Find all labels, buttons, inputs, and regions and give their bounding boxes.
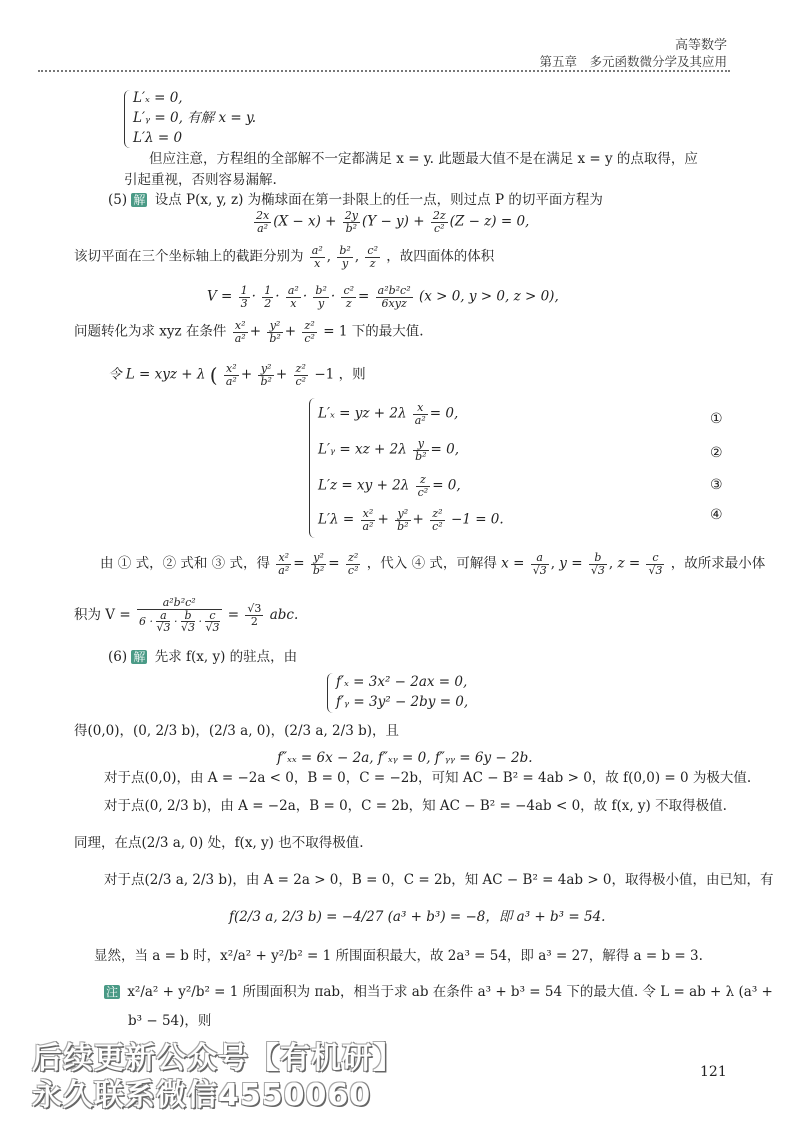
lagrange-text: 令 L = xyz + λ xyxy=(108,366,206,383)
part5-intro: 设点 P(x, y, z) 为椭球面在第一卦限上的任一点，则过点 P 的切平面方程为 xyxy=(154,192,603,208)
problem-tail: = 1 下的最大值. xyxy=(323,323,424,340)
lagrange-tail: −1 ，则 xyxy=(314,366,366,383)
case-point-2: 对于点(0, 2/3 b)，由 A = −2a，B = 0，C = 2b，知 AC − B² = −4ab < 0，故 f(x, y) 不取得极值. xyxy=(104,798,727,814)
header-divider xyxy=(38,70,730,72)
chapter-title: 第五章 多元函数微分学及其应用 xyxy=(539,54,727,69)
volume-formula: V = $\frac{1}{3}$ · $\frac{1}{2}$ · $\frac{\text{a²}}{x}$ · $\frac{\text{b²}}{y}$ · $\frac{\text{c²}}{z}$ = $\frac{\text{a²b²c²}}{\text{6xyz}}$ (x > 0, y > 0, z > 0), xyxy=(207,284,559,310)
top-note-line1: 但应注意，方程组的全部解不一定都满足 x = y. 此题最大值不是在满足 x = y 的点取得，应 xyxy=(149,151,698,167)
problem-text: 问题转化为求 xyz 在条件 xyxy=(74,323,227,340)
part5-solution-tag: 解 xyxy=(133,193,146,207)
equation-mark-3: ③ xyxy=(710,477,723,493)
lagrange-eq1: L′ₓ = yz + 2λ $\frac{x}{\text{a²}}$ = 0, xyxy=(318,401,459,427)
problem-line: 问题转化为求 xyz 在条件 $\frac{\text{x²}}{\text{a²}}$ + $\frac{\text{y²}}{\text{b²}}$ + $\frac{\text{z²}}{\text{c²}}$ = 1 下的最大值. xyxy=(74,319,424,345)
max-area-conclusion: 显然，当 a = b 时，x²/a² + y²/b² = 1 所围面积最大，故 2a³ = 54，即 a³ = 27，解得 a = b = 3. xyxy=(94,948,703,964)
equation-mark-1: ① xyxy=(710,411,723,427)
lagrange-eq2: L′ᵧ = xz + 2λ $\frac{y}{\text{b²}}$ = 0, xyxy=(318,437,460,463)
lagrange-system-brace xyxy=(309,398,318,538)
part5-heading xyxy=(108,193,603,208)
result-mid: ，代入 ④ 式，可解得 xyxy=(366,555,497,572)
intercept-line: 该切平面在三个坐标轴上的截距分别为 $\frac{\text{a²}}{x}$ , $\frac{\text{b²}}{y}$ , $\frac{\text{c²}}{z}$ ，故四面体的体积 xyxy=(74,244,495,270)
stationary-eq1: f′ₓ = 3x² − 2ax = 0, xyxy=(336,674,468,690)
tangent-plane-equation: $\frac{2x}{\text{a²}}$ (X − x) + $\frac{2y}{\text{b²}}$ (Y − y) + $\frac{2z}{\text{c²}}$ (Z − z) = 0, xyxy=(256,209,530,235)
top-note-line2: 引起重视，否则容易漏解. xyxy=(124,172,277,188)
lagrange-line: 令 L = xyz + λ ( $\frac{\text{x²}}{\text{a²}}$ + $\frac{\text{y²}}{\text{b²}}$ + $\frac{\text{z²}}{\text{c²}}$ −1 ，则 xyxy=(108,362,366,388)
page-number: 121 xyxy=(700,1064,727,1080)
result-line: 由 ① 式，② 式和 ③ 式，得 $\frac{\text{x²}}{\text{a²}}$ = $\frac{\text{y²}}{\text{b²}}$ = $\frac{\text{z²}}{\text{c²}}$ ，代入 ④ 式，可解得 x = $\frac{a}{√3}$ , y = $\frac{b}{√3}$ , z = $\frac{c}{√3}$ ，故所求最小体 xyxy=(100,551,766,577)
top-system-eq3: L′λ = 0 xyxy=(133,130,183,146)
note-tag: 注 xyxy=(106,985,119,999)
watermark-line1: 后续更新公众号【有机研】 xyxy=(32,1041,404,1076)
top-system-brace xyxy=(124,90,132,148)
equation-mark-2: ② xyxy=(710,445,723,461)
case-point-3: 同理，在点(2/3 a, 0) 处，f(x, y) 也不取得极值. xyxy=(74,835,364,851)
min-value-equation: f(2/3 a, 2/3 b) = −4/27 (a³ + b³) = −8，即 a³ + b³ = 54. xyxy=(229,909,606,925)
lagrange-eq3: L′z = xy + 2λ $\frac{z}{\text{c²}}$ = 0, xyxy=(318,473,461,499)
top-system-eq1: L′ₓ = 0, xyxy=(133,90,183,106)
second-derivatives: f″ₓₓ = 6x − 2a, f″ₓᵧ = 0, f″ᵧᵧ = 6y − 2b. xyxy=(277,750,533,766)
intercept-tail: ，故四面体的体积 xyxy=(386,248,495,265)
part6-intro: 先求 f(x, y) 的驻点，由 xyxy=(154,649,298,665)
result-tail: ，故所求最小体 xyxy=(670,555,766,572)
note-line1 xyxy=(104,985,773,1000)
volume-value: abc. xyxy=(269,606,299,623)
lagrange-eq4: L′λ = $\frac{\text{x²}}{\text{a²}}$ + $\frac{\text{y²}}{\text{b²}}$ + $\frac{\text{z²}}{\text{c²}}$ −1 = 0. xyxy=(318,507,504,533)
volume-label: 积为 V = xyxy=(74,606,131,623)
result-text: 由 ① 式，② 式和 ③ 式，得 xyxy=(100,555,270,572)
tangent-equation-tail: = 0, xyxy=(500,213,530,230)
case-point-4: 对于点(2/3 a, 2/3 b)，由 A = 2a > 0，B = 0，C = 2b，知 AC − B² = 4ab > 0，取得极小值，由已知，有 xyxy=(104,872,774,888)
part5-number: (5) xyxy=(108,192,128,208)
case-origin: 对于点(0,0)，由 A = −2a < 0，B = 0，C = −2b，可知 AC − B² = 4ab > 0，故 f(0,0) = 0 为极大值. xyxy=(104,770,752,786)
equation-mark-4: ④ xyxy=(710,507,723,523)
stationary-system-brace xyxy=(327,673,335,713)
note-line2: b³ − 54)，则 xyxy=(128,1013,212,1029)
part6-heading xyxy=(108,650,297,665)
min-volume-line: 积为 V = a²b²c² 6 · $\frac{a}{√3}$ · $\frac{b}{√3}$ · $\frac{c}{√3}$ = $\frac{√3}{2}$ abc. xyxy=(74,596,299,635)
part6-number: (6) xyxy=(108,649,128,665)
stationary-eq2: f′ᵧ = 3y² − 2by = 0, xyxy=(336,694,469,710)
intercept-text: 该切平面在三个坐标轴上的截距分别为 xyxy=(74,248,304,265)
part6-solution-tag: 解 xyxy=(133,650,146,664)
stationary-points: 得(0,0)，(0, 2/3 b)，(2/3 a, 0)，(2/3 a, 2/3 b)，且 xyxy=(74,723,399,739)
watermark-line2: 永久联系微信4550060 xyxy=(32,1078,372,1113)
book-title: 高等数学 xyxy=(674,38,727,53)
top-system-eq2: L′ᵧ = 0, 有解 x = y. xyxy=(133,110,257,126)
volume-condition: (x > 0, y > 0, z > 0), xyxy=(418,288,559,305)
note-text: x²/a² + y²/b² = 1 所围面积为 πab，相当于求 ab 在条件 a³ + b³ = 54 下的最大值. 令 L = ab + λ (a³ + xyxy=(127,984,773,1000)
